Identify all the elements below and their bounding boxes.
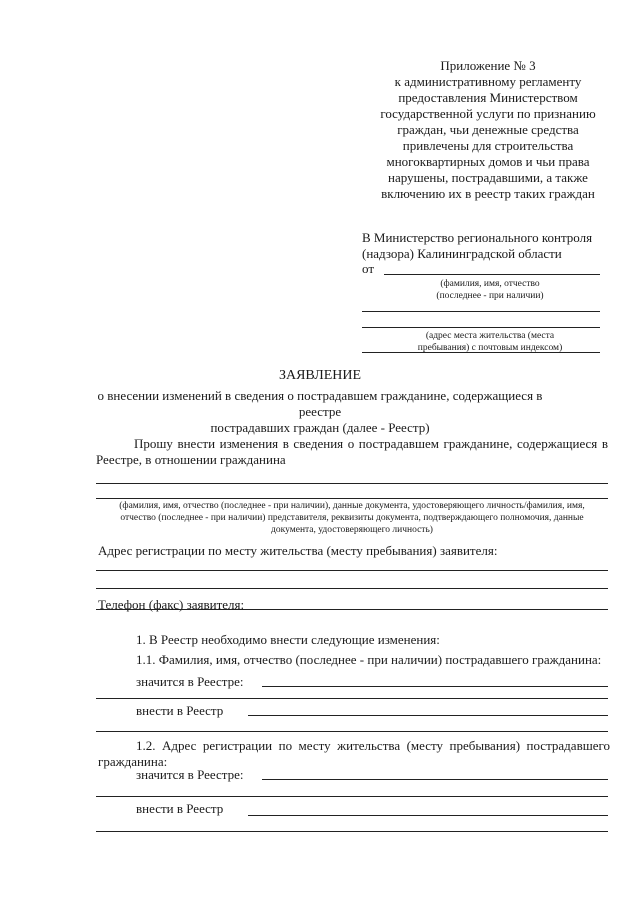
section-1-2-current-field[interactable]	[262, 779, 608, 780]
appendix-line: государственной услуги по признанию	[380, 106, 596, 121]
section-1-1-current-label: значится в Реестре:	[136, 674, 244, 689]
phone-label: Телефон (факс) заявителя:	[98, 597, 245, 612]
applicant-caption-line: отчество (последнее - при наличии) представителя, реквизиты документа, подтверждающего полномочия, данные	[120, 513, 584, 523]
subtitle-line: пострадавших граждан (далее - Реестр)	[210, 420, 430, 435]
fio-caption	[380, 278, 600, 302]
fio-caption-line: (фамилия, имя, отчество	[440, 279, 540, 289]
subtitle-line: о внесении изменений в сведения о пострадавшем гражданине, содержащиеся в реестре	[97, 388, 543, 419]
appendix-line: к административному регламенту	[394, 74, 582, 89]
section-1-2-new-label: внести в Реестр	[136, 801, 224, 816]
address-field-2[interactable]	[362, 352, 600, 353]
applicant-caption-line: документа, удостоверяющего личность)	[271, 525, 433, 535]
document-subtitle	[90, 388, 550, 436]
from-fio-field[interactable]	[384, 274, 600, 275]
applicant-caption	[96, 500, 608, 536]
addressee-block	[362, 230, 612, 262]
request-text: Прошу внести изменения в сведения о пострадавшем гражданине, содержащиеся в Реестре, в отношении гражданина	[96, 436, 608, 467]
addressee-line-1: В Министерство регионального контроля	[362, 230, 593, 245]
section-1-1-text: 1.1. Фамилия, имя, отчество (последнее - при наличии) пострадавшего гражданина:	[136, 652, 602, 667]
appendix-line: граждан, чьи денежные средства	[397, 122, 579, 137]
section-1-2-text: 1.2. Адрес регистрации по месту жительства (месту пребывания) пострадавшего гражданина:	[98, 738, 610, 769]
from-fio-field-2[interactable]	[362, 311, 600, 312]
applicant-caption-line: (фамилия, имя, отчество (последнее - при наличии), данные документа, удостоверяющего личность/фамилия, имя,	[119, 501, 585, 511]
section-1-1-new-field-2[interactable]	[96, 731, 608, 732]
appendix-line: включению их в реестр таких граждан	[381, 186, 595, 201]
address-caption-line: (адрес места жительства (места	[425, 331, 555, 341]
from-label: от	[362, 261, 375, 276]
addressee-line-2: (надзора) Калининградской области	[362, 246, 562, 261]
appendix-header	[368, 58, 608, 202]
section-1-2-current-field-2[interactable]	[96, 796, 608, 797]
address-caption	[380, 330, 600, 354]
address-caption-line: пребывания) с почтовым индексом)	[417, 343, 563, 353]
section-1-heading: 1. В Реестр необходимо внести следующие изменения:	[136, 632, 440, 647]
registration-address-label: Адрес регистрации по месту жительства (месту пребывания) заявителя:	[98, 543, 498, 558]
phone-field[interactable]	[96, 609, 608, 610]
appendix-line: многоквартирных домов и чьи права	[386, 154, 590, 169]
section-1-1-current-field[interactable]	[262, 686, 608, 687]
registration-address-field-2[interactable]	[96, 588, 608, 589]
section-1-1-new-field[interactable]	[248, 715, 608, 716]
section-1-2-new-field[interactable]	[248, 815, 608, 816]
document-title: ЗАЯВЛЕНИЕ	[278, 368, 362, 383]
applicant-field-2[interactable]	[96, 498, 608, 499]
registration-address-field[interactable]	[96, 570, 608, 571]
address-field[interactable]	[362, 327, 600, 328]
appendix-line: привлечены для строительства	[402, 138, 574, 153]
section-1-1-current-field-2[interactable]	[96, 698, 608, 699]
appendix-line: нарушены, пострадавшими, а также	[388, 170, 588, 185]
section-1-2-current-label: значится в Реестре:	[136, 767, 244, 782]
appendix-line: предоставления Министерством	[398, 90, 578, 105]
appendix-line: Приложение № 3	[440, 58, 536, 73]
section-1-2-new-field-2[interactable]	[96, 831, 608, 832]
applicant-field[interactable]	[96, 483, 608, 484]
section-1-1-new-label: внести в Реестр	[136, 703, 224, 718]
fio-caption-line: (последнее - при наличии)	[436, 291, 544, 301]
